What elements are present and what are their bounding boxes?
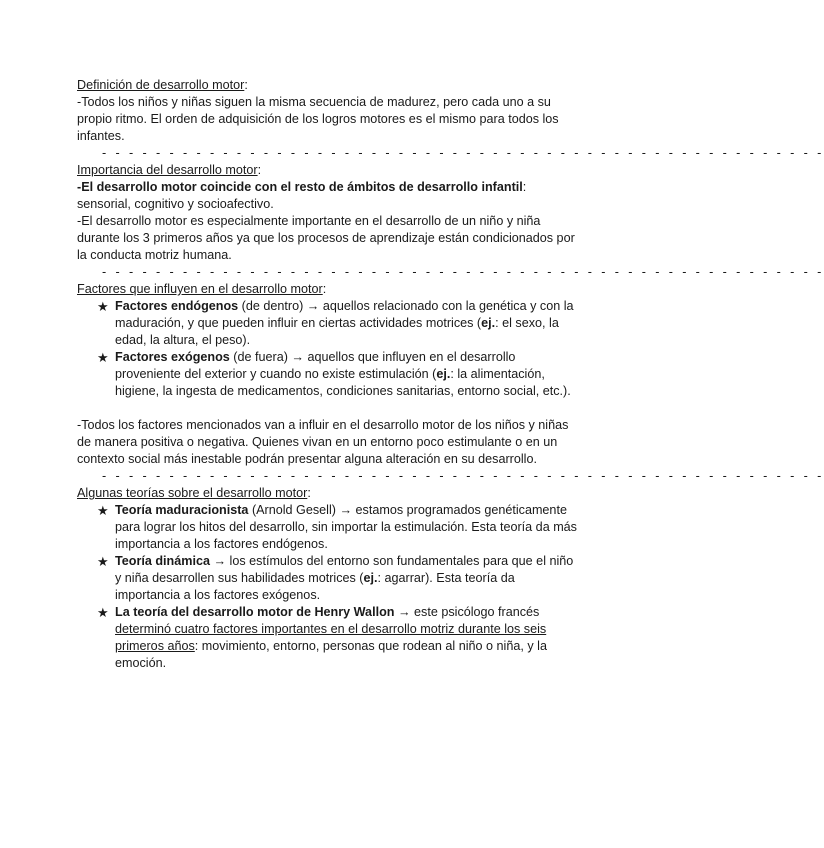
star-bullet-icon: ★ [97, 605, 109, 620]
item-title: Teoría dinámica [115, 554, 210, 568]
item-title: Factores endógenos [115, 299, 239, 313]
item-title: Teoría maduracionista [115, 503, 249, 517]
item-title: Factores exógenos [115, 350, 230, 364]
importancia-paragraph-2: -El desarrollo motor es especialmente importante en el desarrollo de un niño y niña durante los 3 primeros años ya que los procesos de aprendizaje están condicionados por la conducta motriz humana. [77, 214, 575, 262]
item-text-tail: : movimiento, entorno, personas que rodean al niño o niña, y la emoción. [115, 639, 547, 670]
item-text-tail: : agarrar). Esta teoría da importancia a los factores exógenos. [115, 571, 515, 602]
star-bullet-icon: ★ [97, 554, 109, 569]
definicion-paragraph: -Todos los niños y niñas siguen la misma secuencia de madurez, pero cada uno a su propio ritmo. El orden de adquisición de los logros motores es el mismo para todos los infantes. [77, 95, 559, 143]
section-factores-heading [77, 281, 577, 298]
star-bullet-icon: ★ [97, 299, 109, 314]
underlined-text: determinó cuatro factores importantes en el desarrollo motriz durante los seis primeros años [115, 622, 547, 653]
heading-text: Factores que influyen en el desarrollo motor [77, 282, 323, 296]
section-definicion-heading [77, 77, 577, 94]
factores-list [77, 298, 577, 400]
spacer [77, 400, 577, 417]
separator: - - - - - - - - - - - - - - - - - - - - - - - - - - - - - - - - - - - - - - - - - - - - - - - - - - - - - - [102, 469, 824, 483]
heading-colon: : [322, 282, 327, 296]
importancia-paragraph-1 [77, 179, 577, 213]
separator: - - - - - - - - - - - - - - - - - - - - - - - - - - - - - - - - - - - - - - - - - - - - - - - - - - - - - - [102, 265, 824, 279]
item-text: → este psicólogo francés [394, 605, 540, 619]
item-text-tail: : el sexo, la edad, la altura, el peso). [115, 316, 559, 347]
example-label: ej. [436, 367, 451, 381]
separator: - - - - - - - - - - - - - - - - - - - - - - - - - - - - - - - - - - - - - - - - - - - - - - - - - - - - - - [102, 146, 824, 160]
plain-text: : sensorial, cognitivo y socioafectivo. [77, 180, 527, 211]
item-text-tail: : la alimentación, higiene, la ingesta de medicamentos, condiciones sanitarias, entorno social, etc.). [115, 367, 571, 398]
star-bullet-icon: ★ [97, 350, 109, 365]
heading-colon: : [244, 78, 248, 92]
heading-colon: : [257, 163, 262, 177]
heading-text: Definición de desarrollo motor [77, 78, 245, 92]
item-text: (Arnold Gesell) → estamos programados genéticamente para lograr los hitos del desarrollo, sin importar la estimulación. Esta teoría da más importancia a los factores endógenos. [115, 503, 577, 551]
item-text: (de dentro) → aquellos relacionado con la genética y con la maduración, y que pueden influir en ciertas actividades motrices ( [115, 299, 574, 330]
heading-colon: : [307, 486, 311, 500]
section-importancia-heading [77, 162, 577, 179]
item-text: (de fuera) → aquellos que influyen en el desarrollo proveniente del exterior y cuando no existe estimulación ( [115, 350, 516, 381]
list-item [77, 298, 577, 349]
list-item [77, 604, 577, 672]
bold-text: -El desarrollo motor coincide con el resto de ámbitos de desarrollo infantil [77, 180, 523, 194]
item-text: → los estímulos del entorno son fundamentales para que el niño y niña desarrollen sus habilidades motrices ( [115, 554, 574, 585]
item-title: La teoría del desarrollo motor de Henry Wallon [115, 605, 395, 619]
factores-paragraph: -Todos los factores mencionados van a influir en el desarrollo motor de los niños y niñas de manera positiva o negativa. Quienes vivan en un entorno poco estimulante o en un contexto social más inestable podrán presentar alguna alteración en su desarrollo. [77, 418, 569, 466]
example-label: ej. [363, 571, 378, 585]
list-item [77, 349, 577, 400]
list-item [77, 553, 577, 604]
heading-text: Importancia del desarrollo motor [77, 163, 258, 177]
heading-text: Algunas teorías sobre el desarrollo motor [77, 486, 308, 500]
section-teorias-heading [77, 485, 577, 502]
document-body [77, 77, 824, 672]
list-item [77, 502, 577, 553]
teorias-list [77, 502, 577, 672]
star-bullet-icon: ★ [97, 503, 109, 518]
example-label: ej. [481, 316, 496, 330]
